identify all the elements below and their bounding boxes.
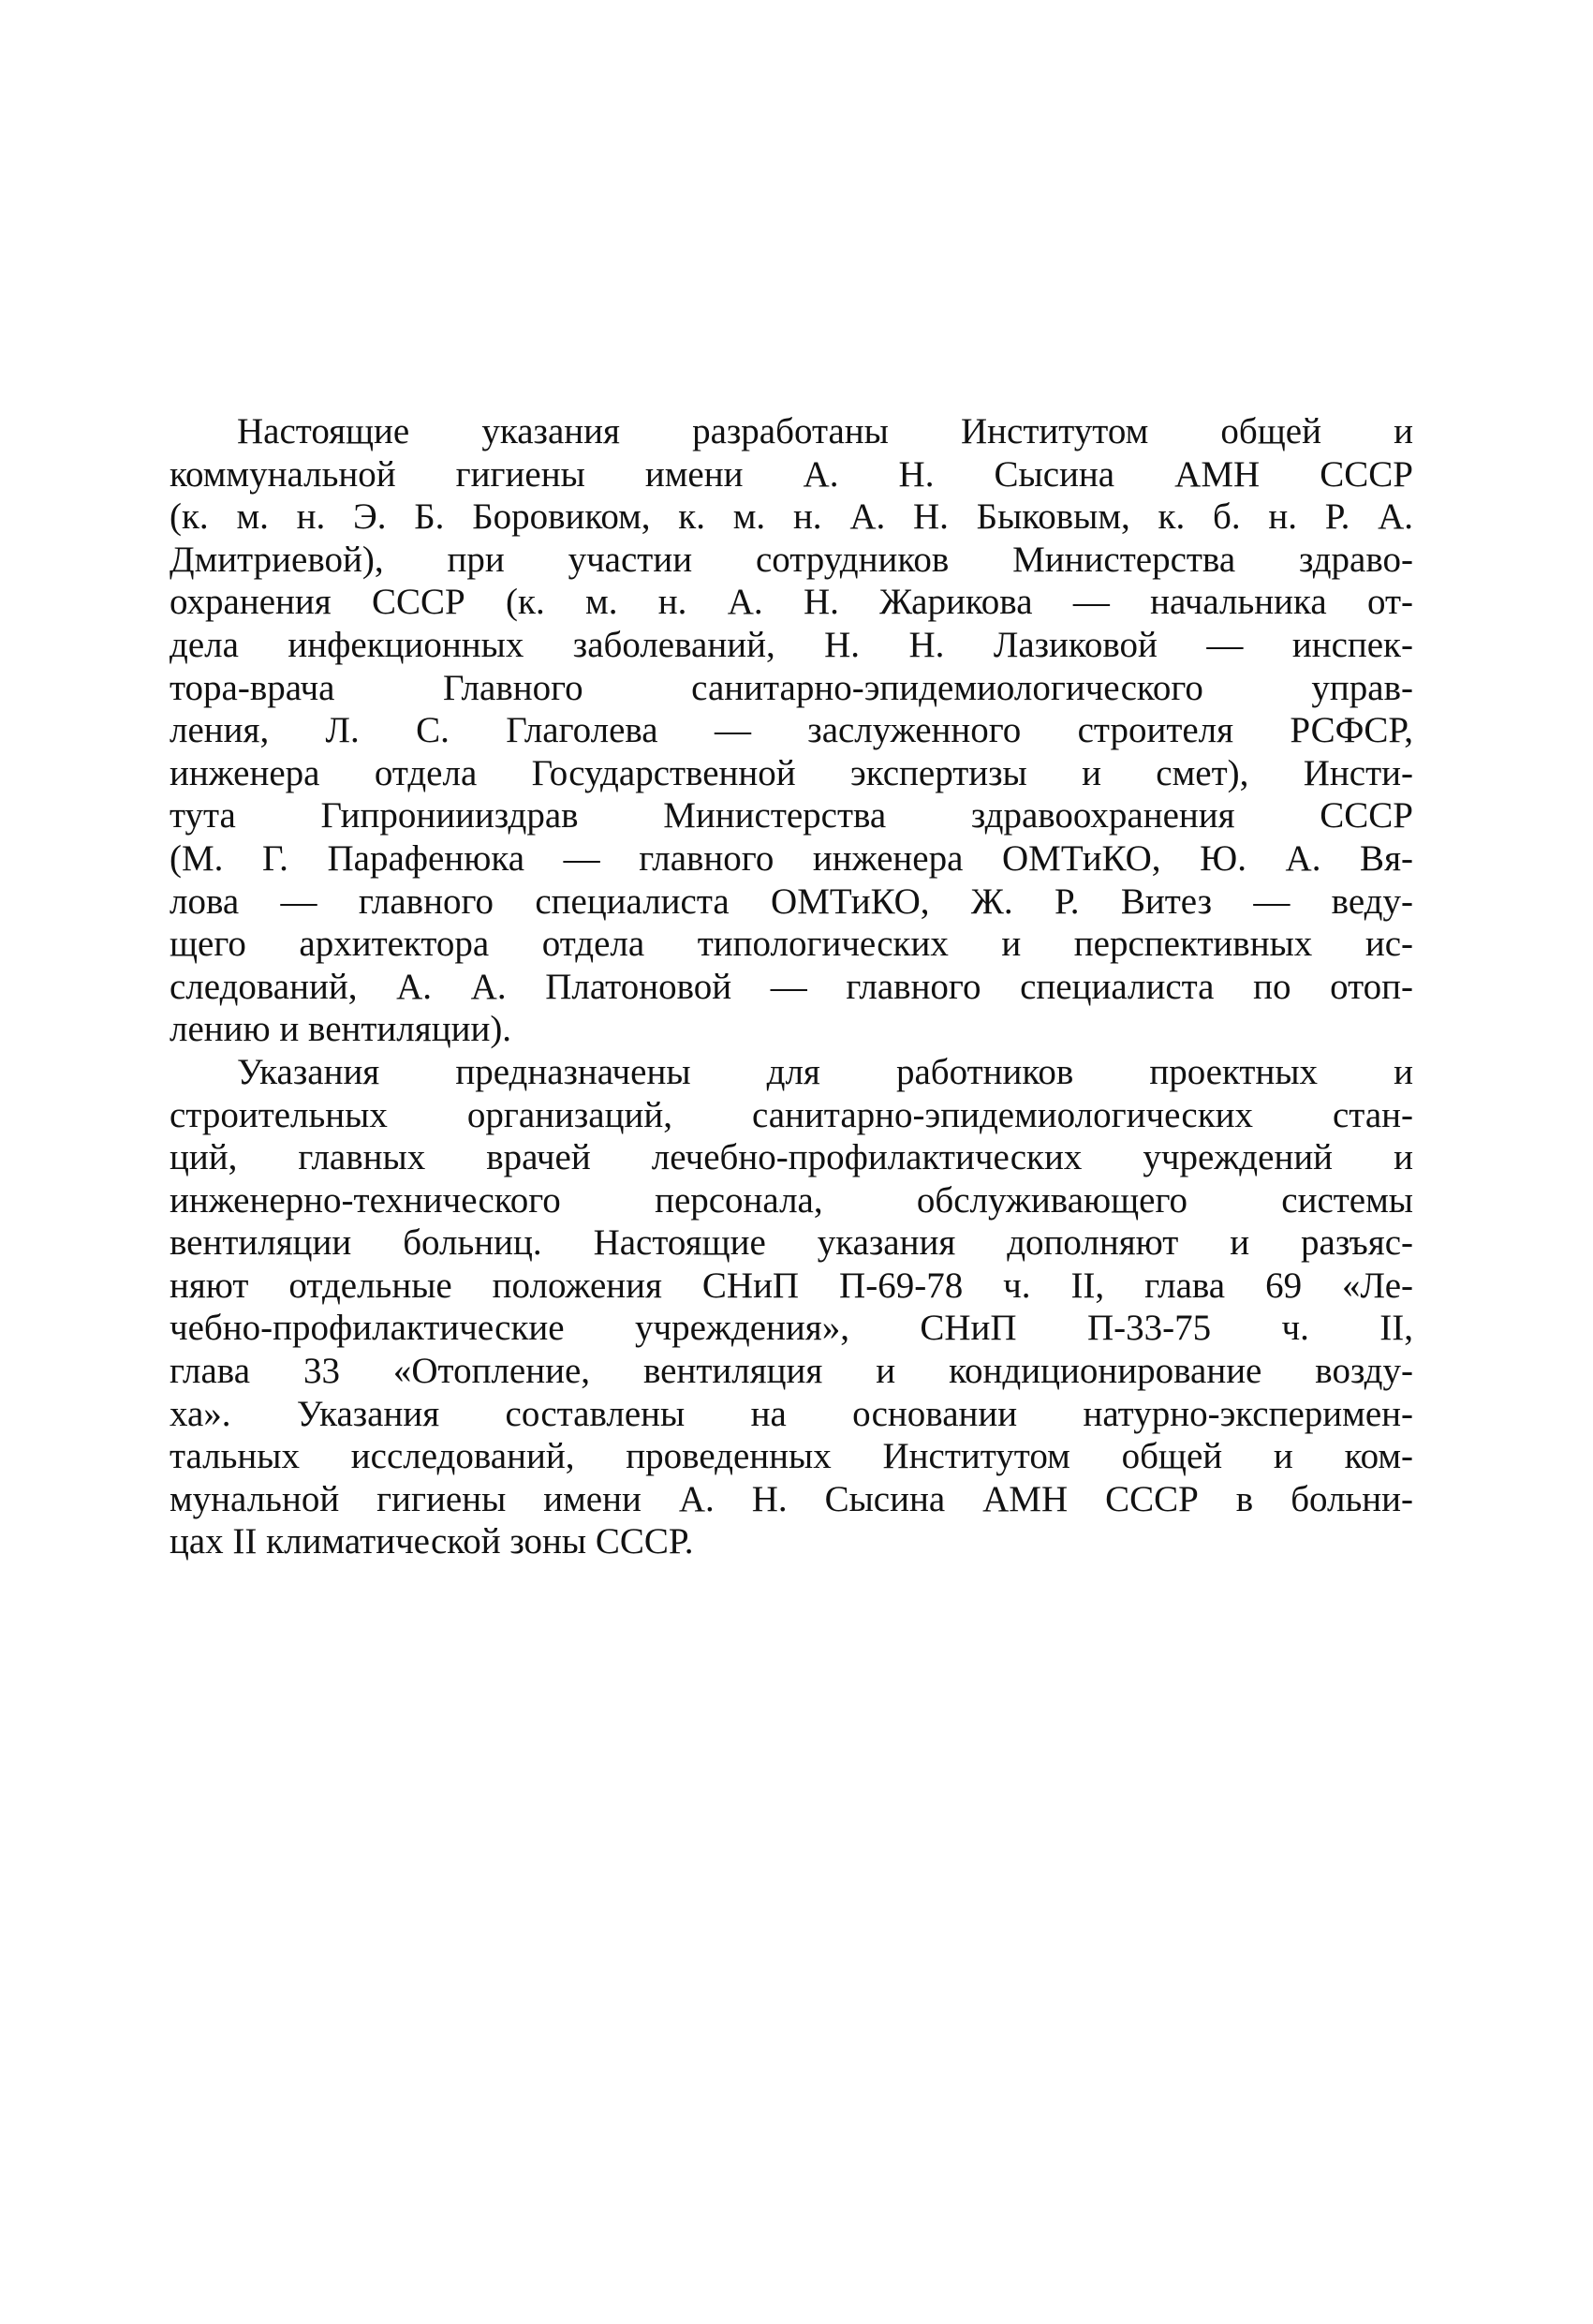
text-line: мунальной гигиены имени А. Н. Сысина АМН СССР в больни-	[170, 1478, 1413, 1519]
text-line: глава 33 «Отопление, вентиляция и кондиционирование возду-	[170, 1351, 1413, 1392]
text-line: лению и вентиляции).	[170, 1009, 512, 1050]
text-line: Указания предназначены для работников проектных и	[237, 1051, 1413, 1092]
text-line: Настоящие указания разработаны Институтом общей и	[237, 411, 1413, 451]
text-line: тута Гипрониииздрав Министерства здравоохранения СССР	[170, 795, 1413, 836]
text-line: няют отдельные положения СНиП П-69-78 ч. II, глава 69 «Ле-	[170, 1265, 1413, 1306]
text-line: коммунальной гигиены имени А. Н. Сысина АМН СССР	[170, 453, 1413, 495]
text-line: следований, А. А. Платоновой — главного специалиста по отоп-	[170, 966, 1413, 1007]
paragraph-authors	[170, 410, 1413, 1051]
text-line: (к. м. н. Э. Б. Боровиком, к. м. н. А. Н. Быковым, к. б. н. Р. А.	[170, 496, 1413, 538]
text-line: лова — главного специалиста ОМТиКО, Ж. Р. Витез — веду-	[170, 881, 1413, 922]
paragraph-purpose	[170, 1051, 1413, 1563]
text-line: строительных организаций, санитарно-эпидемиологических стан-	[170, 1094, 1413, 1135]
text-line: вентиляции больниц. Настоящие указания дополняют и разъяс-	[170, 1222, 1413, 1264]
text-line: тора-врача Главного санитарно-эпидемиологического управ-	[170, 667, 1413, 708]
text-line: дела инфекционных заболеваний, Н. Н. Лазиковой — инспек-	[170, 624, 1413, 665]
text-line: (М. Г. Парафенюка — главного инженера ОМТиКО, Ю. А. Вя-	[170, 837, 1413, 879]
text-line: чебно-профилактические учреждения», СНиП П-33-75 ч. II,	[170, 1308, 1413, 1349]
text-line: инженерно-технического персонала, обслуживающего системы	[170, 1179, 1413, 1221]
text-line: инженера отдела Государственной экспертизы и смет), Инсти-	[170, 752, 1413, 793]
text-line: Дмитриевой), при участии сотрудников Министерства здраво-	[170, 539, 1413, 580]
text-line: ций, главных врачей лечебно-профилактических учреждений и	[170, 1137, 1413, 1178]
text-line: ления, Л. С. Глаголева — заслуженного строителя РСФСР,	[170, 710, 1413, 751]
text-line: цах II климатической зоны СССР.	[170, 1521, 694, 1562]
text-line: ха». Указания составлены на основании натурно-эксперимен-	[170, 1393, 1413, 1434]
body-text	[170, 410, 1413, 1563]
text-line: щего архитектора отдела типологических и перспективных ис-	[170, 924, 1413, 965]
text-line: тальных исследований, проведенных Институтом общей и ком-	[170, 1436, 1413, 1477]
text-line: охранения СССР (к. м. н. А. Н. Жарикова — начальника от-	[170, 582, 1413, 623]
